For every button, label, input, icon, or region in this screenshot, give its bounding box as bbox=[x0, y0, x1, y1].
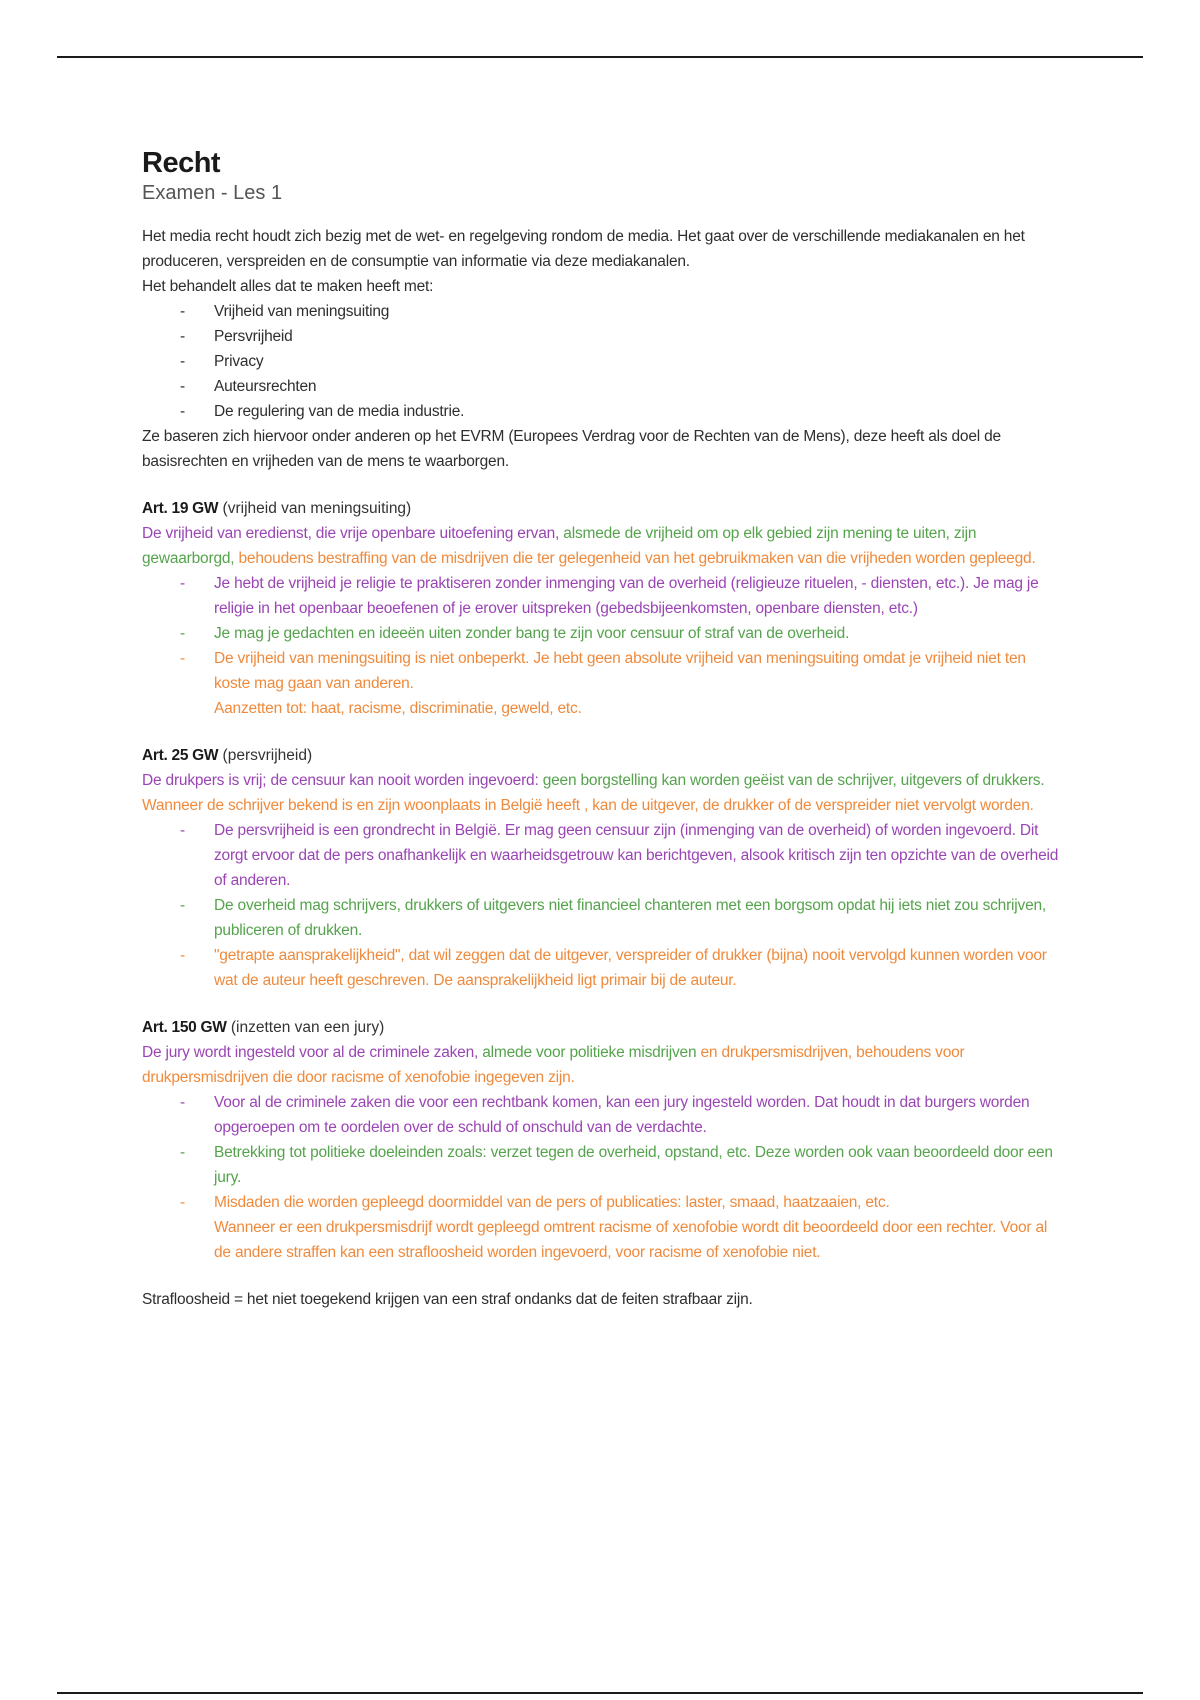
art19-text-orange: behoudens bestraffing van de misdrijven die ter gelegenheid van het gebruikmaken van die vrijheden worden gepleegd. bbox=[238, 550, 1036, 567]
art150-text-purple: De jury wordt ingesteld voor al de criminele zaken, bbox=[142, 1044, 479, 1061]
intro-outro: Ze baseren zich hiervoor onder anderen op het EVRM (Europees Verdrag voor de Rechten van de Mens), deze heeft als doel de basisrechten en vrijheden van de mens te waarborgen. bbox=[142, 428, 1001, 470]
art150-list bbox=[142, 1090, 1062, 1265]
list-item: - Persvrijheid bbox=[142, 324, 1062, 349]
art19-text-purple: De vrijheid van eredienst, die vrije openbare uitoefening ervan, bbox=[142, 525, 560, 542]
intro-list bbox=[142, 299, 1062, 424]
art19-bullet3-extra: Aanzetten tot: haat, racisme, discriminatie, geweld, etc. bbox=[214, 700, 582, 717]
page-title: Recht bbox=[142, 147, 221, 179]
list-item: - Je mag je gedachten en ideeën uiten zonder bang te zijn voor censuur of straf van de overheid. bbox=[142, 621, 1062, 646]
page-subtitle: Examen - Les 1 bbox=[142, 182, 283, 204]
list-item: - Privacy bbox=[142, 349, 1062, 374]
art150-bullet3-extra: Wanneer er een drukpersmisdrijf wordt gepleegd omtrent racisme of xenofobie wordt dit beoordeeld door een rechter. Voor al de andere straffen kan een strafloosheid worden ingevoerd, voor racisme of xenofobie niet. bbox=[214, 1219, 1048, 1261]
art150-title: Art. 150 GW bbox=[142, 1019, 227, 1036]
document-page bbox=[142, 146, 1062, 1312]
art25-text bbox=[142, 768, 1062, 793]
list-item bbox=[142, 646, 1062, 721]
art150-bullet3-text: Misdaden die worden gepleegd doormiddel van de pers of publicaties: laster, smaad, haatzaaien, etc. bbox=[214, 1194, 890, 1211]
art19-text bbox=[142, 521, 1062, 571]
art19-text-green: alsmede de vrijheid om op elk gebied zijn mening te uiten, zijn gewaarborgd, bbox=[142, 525, 977, 567]
bottom-rule bbox=[57, 1692, 1143, 1694]
art25-list bbox=[142, 818, 1062, 993]
list-item: - Vrijheid van meningsuiting bbox=[142, 299, 1062, 324]
art150-text-orange: en drukpersmisdrijven, behoudens voor drukpersmisdrijven die door racisme of xenofobie ingegeven zijn. bbox=[142, 1044, 965, 1086]
art25-text-orange: Wanneer de schrijver bekend is en zijn woonplaats in België heeft , kan de uitgever, de drukker of de verspreider niet vervolgt worden. bbox=[142, 797, 1034, 814]
art19-note: (vrijheid van meningsuiting) bbox=[222, 500, 412, 517]
art25-heading bbox=[142, 743, 1062, 768]
art25-title: Art. 25 GW bbox=[142, 747, 219, 764]
definition-paragraph: Strafloosheid = het niet toegekend krijgen van een straf ondanks dat de feiten strafbaar zijn. bbox=[142, 1291, 753, 1308]
list-item: - Betrekking tot politieke doeleinden zoals: verzet tegen de overheid, opstand, etc. Deze worden ook vaan beoordeeld door een jury. bbox=[142, 1140, 1062, 1190]
art150-text bbox=[142, 1040, 1062, 1090]
list-item: - Voor al de criminele zaken die voor een rechtbank komen, kan een jury ingesteld worden. Dat houdt in dat burgers worden opgeroepen om te oordelen over de schuld of onschuld van de verdachte. bbox=[142, 1090, 1062, 1140]
art25-text-purple: De drukpers is vrij; de censuur kan nooit worden ingevoerd: bbox=[142, 772, 539, 789]
list-item: - "getrapte aansprakelijkheid", dat wil zeggen dat de uitgever, verspreider of drukker (bijna) nooit vervolgd kunnen worden voor wat de auteur heeft geschreven. De aansprakelijkheid ligt primair bij de auteur. bbox=[142, 943, 1062, 993]
art150-note: (inzetten van een jury) bbox=[230, 1019, 385, 1036]
list-item: - De overheid mag schrijvers, drukkers of uitgevers niet financieel chanteren met een borgsom opdat hij iets niet zou schrijven, publiceren of drukken. bbox=[142, 893, 1062, 943]
art150-heading bbox=[142, 1015, 1062, 1040]
art19-title: Art. 19 GW bbox=[142, 500, 219, 517]
art19-heading bbox=[142, 496, 1062, 521]
intro-lead: Het behandelt alles dat te maken heeft met: bbox=[142, 278, 434, 295]
art19-list bbox=[142, 571, 1062, 721]
art150-text-green: almede voor politieke misdrijven bbox=[482, 1044, 697, 1061]
art25-text-green: geen borgstelling kan worden geëist van de schrijver, uitgevers of drukkers. bbox=[542, 772, 1045, 789]
art19-bullet3-text: De vrijheid van meningsuiting is niet onbeperkt. Je hebt geen absolute vrijheid van meningsuiting omdat je vrijheid niet ten koste mag gaan van anderen. bbox=[214, 650, 1026, 692]
list-item: - Je hebt de vrijheid je religie te praktiseren zonder inmenging van de overheid (religieuze rituelen, - diensten, etc.). Je mag je religie in het openbaar beoefenen of je erover uitspreken (gebedsbijeenkomsten, openbare diensten, etc.) bbox=[142, 571, 1062, 621]
list-item: - Auteursrechten bbox=[142, 374, 1062, 399]
intro-paragraph: Het media recht houdt zich bezig met de wet- en regelgeving rondom de media. Het gaat over de verschillende mediakanalen en het produceren, verspreiden en de consumptie van informatie via deze mediakanalen. bbox=[142, 228, 1025, 270]
art25-note: (persvrijheid) bbox=[222, 747, 313, 764]
list-item: - De regulering van de media industrie. bbox=[142, 399, 1062, 424]
top-rule bbox=[57, 56, 1143, 58]
list-item: - De persvrijheid is een grondrecht in België. Er mag geen censuur zijn (inmenging van de overheid) of worden ingevoerd. Dit zorgt ervoor dat de pers onafhankelijk en waarheidsgetrouw kan berichtgeven, alsook kritisch zijn ten opzichte van de overheid of anderen. bbox=[142, 818, 1062, 893]
list-item bbox=[142, 1190, 1062, 1265]
